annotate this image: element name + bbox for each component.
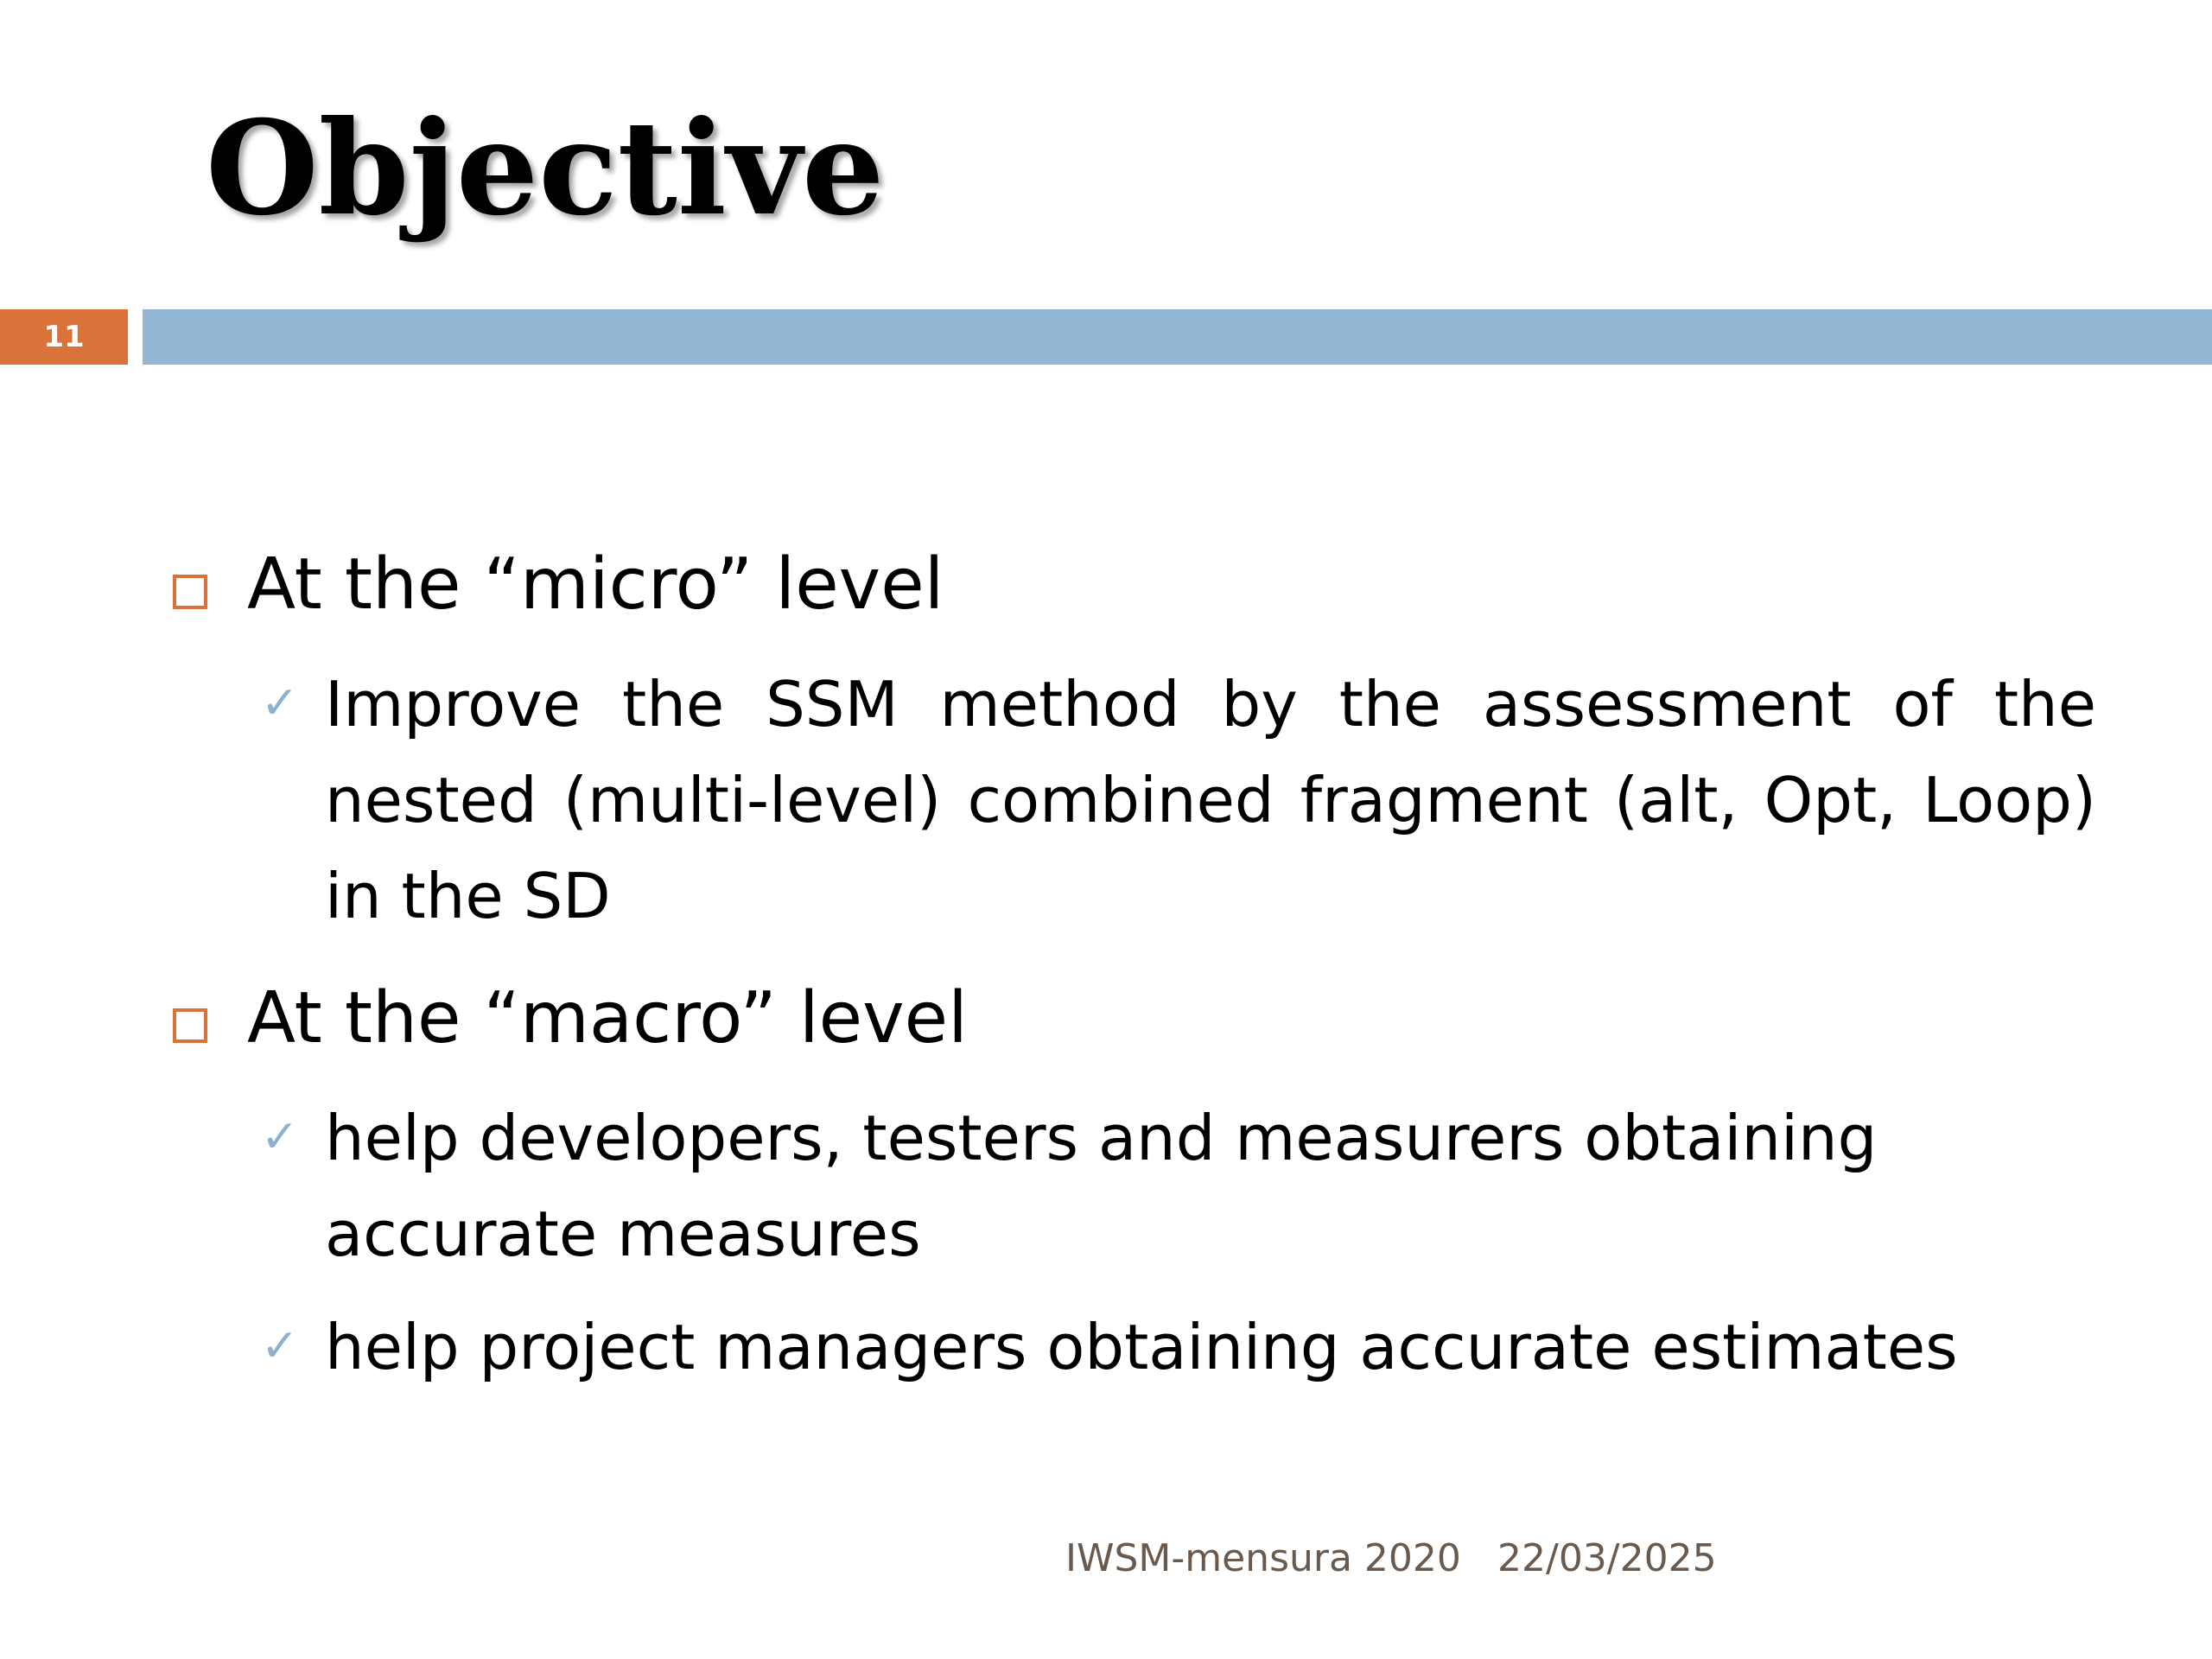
sub-bullet-help-developers: help developers, testers and measurers obtaining accurate measures	[325, 1102, 1878, 1270]
footer-date: 22/03/2025	[1497, 1536, 1717, 1580]
bullet-micro-level: At the “micro” level	[247, 543, 944, 626]
checkmark-icon: ✓	[261, 677, 299, 729]
sub-bullet-improve-ssm: Improve the SSM method by the assessment of the nested (multi-level) combined fragment (alt, Opt, Loop) in the SD	[325, 668, 2096, 932]
footer-conference: IWSM-mensura 2020	[1065, 1536, 1461, 1580]
checkmark-icon: ✓	[261, 1111, 299, 1163]
bullet-macro-level: At the “macro” level	[247, 977, 968, 1059]
checkmark-icon: ✓	[261, 1320, 299, 1372]
sub-bullet-help-managers: help project managers obtaining accurate estimates	[325, 1311, 1958, 1383]
square-bullet-icon	[173, 1008, 207, 1043]
slide-number: 11	[0, 309, 128, 365]
square-bullet-icon	[173, 575, 207, 609]
slide-title: Objective	[206, 92, 885, 245]
